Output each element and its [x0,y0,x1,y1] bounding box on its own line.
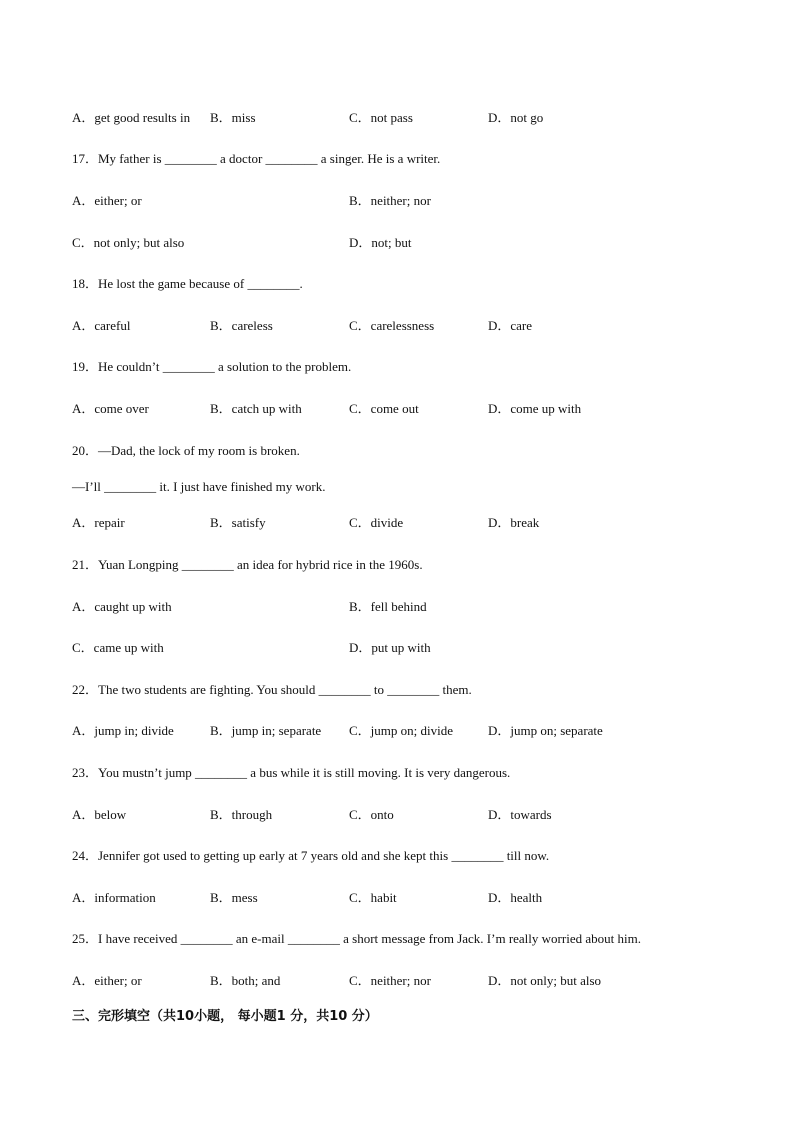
q25-options [72,973,754,989]
q25-stem: 25．I have received ________ an e-mail ________ a short message from Jack. I’m really worried about him. [72,931,641,946]
q23-option-a[interactable]: A．below [72,807,127,822]
q20-option-d[interactable]: D．break [488,515,540,530]
q17-stem: 17．My father is ________ a doctor ________ a singer. He is a writer. [72,151,441,166]
q21-option-c[interactable]: C．came up with [72,640,164,655]
q24-options [72,890,754,906]
q17-option-a[interactable]: A．either; or [72,193,142,208]
q25-option-d[interactable]: D．not only; but also [488,973,602,988]
q23-option-c[interactable]: C．onto [349,807,394,822]
q24-option-c[interactable]: C．habit [349,890,397,905]
q24-option-d[interactable]: D．health [488,890,543,905]
q17-options-row1 [72,193,754,209]
q18-stem: 18．He lost the game because of ________. [72,276,303,291]
q20-option-c[interactable]: C．divide [349,515,404,530]
q22-stem: 22．The two students are fighting. You should ________ to ________ them. [72,682,472,697]
q21-option-d[interactable]: D．put up with [349,640,431,655]
q19-option-b[interactable]: B．catch up with [210,401,302,416]
q23-stem: 23．You mustn’t jump ________ a bus while it is still moving. It is very dangerous. [72,765,511,780]
q18-option-a[interactable]: A．careful [72,318,131,333]
q16-option-b[interactable]: B．miss [210,110,256,125]
q19-stem: 19．He couldn’t ________ a solution to the problem. [72,359,352,374]
q16-option-c[interactable]: C．not pass [349,110,413,125]
q20-stem-reply: —I’ll ________ it. I just have finished my work. [72,479,326,494]
q19-option-c[interactable]: C．come out [349,401,419,416]
q19-options [72,401,754,417]
q25-option-a[interactable]: A．either; or [72,973,142,988]
q22-option-b[interactable]: B．jump in; separate [210,723,322,738]
q23-options [72,807,754,823]
q18-option-b[interactable]: B．careless [210,318,273,333]
q25-option-b[interactable]: B．both; and [210,973,281,988]
q23-option-d[interactable]: D．towards [488,807,552,822]
q22-option-c[interactable]: C．jump on; divide [349,723,454,738]
q21-option-b[interactable]: B．fell behind [349,599,427,614]
q20-options [72,515,754,531]
q19-option-a[interactable]: A．come over [72,401,149,416]
q16-option-d[interactable]: D．not go [488,110,544,125]
q25-option-c[interactable]: C．neither; nor [349,973,431,988]
q20-option-b[interactable]: B．satisfy [210,515,266,530]
q22-option-d[interactable]: D．jump on; separate [488,723,603,738]
q21-option-a[interactable]: A．caught up with [72,599,172,614]
q24-option-a[interactable]: A．information [72,890,156,905]
q19-option-d[interactable]: D．come up with [488,401,582,416]
q20-option-a[interactable]: A．repair [72,515,125,530]
q18-option-c[interactable]: C．carelessness [349,318,435,333]
q21-options-row1 [72,599,754,615]
q22-options [72,723,754,739]
q17-option-c[interactable]: C．not only; but also [72,235,185,250]
q18-options [72,318,754,334]
q17-option-b[interactable]: B．neither; nor [349,193,431,208]
q17-option-d[interactable]: D．not; but [349,235,412,250]
q24-option-b[interactable]: B．mess [210,890,258,905]
q16-options [72,110,754,126]
q20-stem: 20．—Dad, the lock of my room is broken. [72,443,300,458]
q21-stem: 21．Yuan Longping ________ an idea for hybrid rice in the 1960s. [72,557,423,572]
section-3-heading: 三、完形填空（共10小题， 每小题1 分，共10 分） [72,1009,378,1024]
q18-option-d[interactable]: D．care [488,318,533,333]
q17-options-row2 [72,235,754,251]
q24-stem: 24．Jennifer got used to getting up early at 7 years old and she kept this ________ till now. [72,848,550,863]
q16-option-a[interactable]: A．get good results in [72,110,191,125]
q22-option-a[interactable]: A．jump in; divide [72,723,174,738]
q21-options-row2 [72,640,754,656]
q23-option-b[interactable]: B．through [210,807,273,822]
